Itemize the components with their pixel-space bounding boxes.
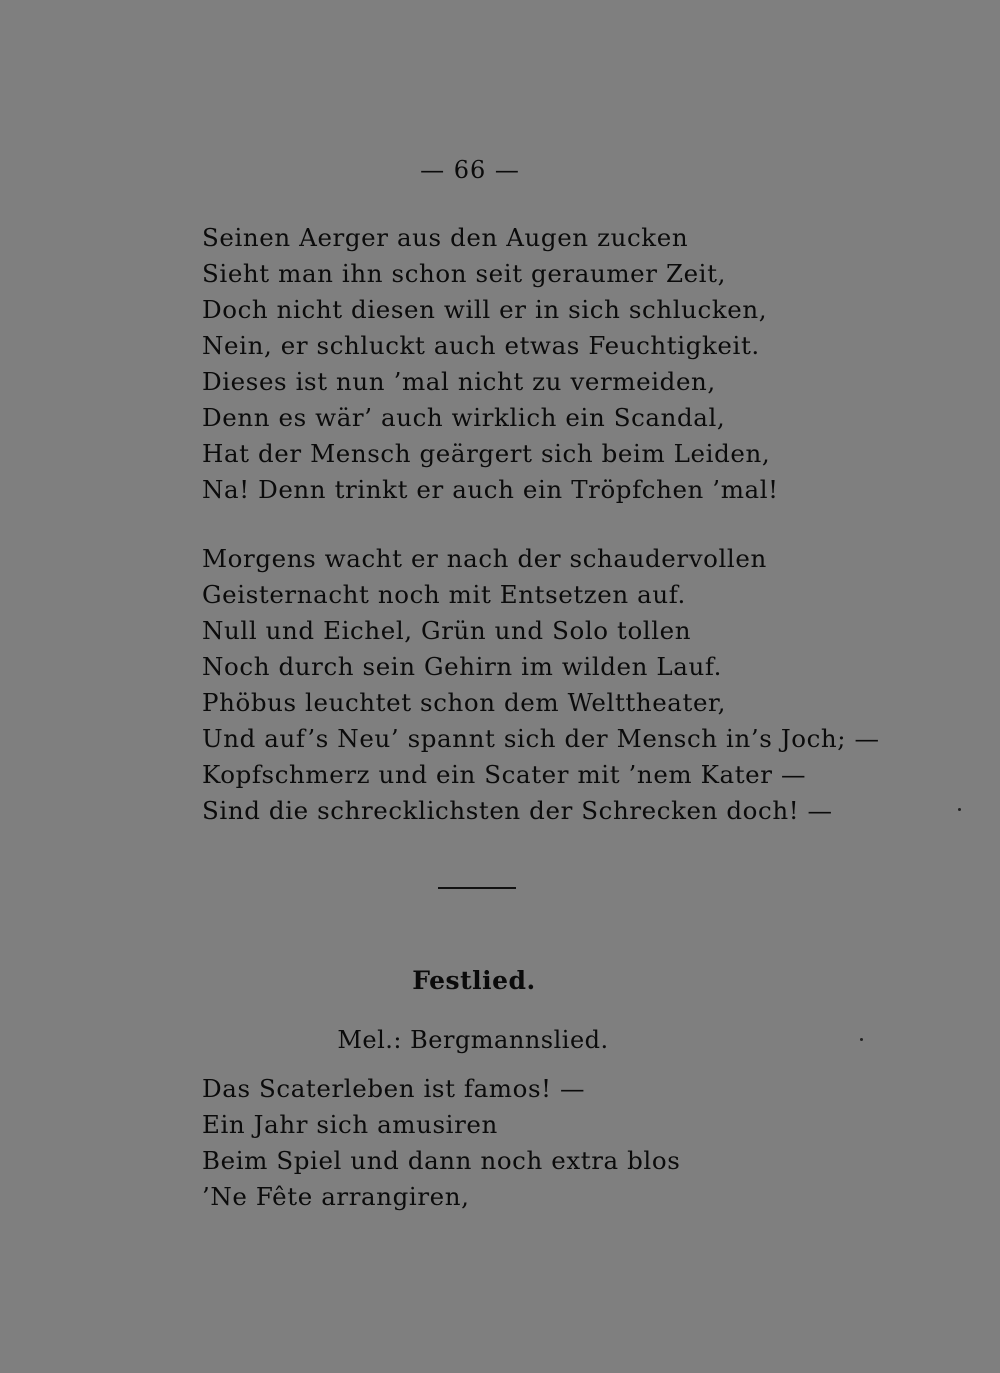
verse-line: Na! Denn trinkt er auch ein Tröpfchen ’mal! <box>202 475 779 504</box>
verse-line: Hat der Mensch geärgert sich beim Leiden, <box>202 439 771 468</box>
verse-line: Beim Spiel und dann noch extra blos <box>202 1146 681 1175</box>
print-speck <box>860 1038 863 1041</box>
verse-line: Geisternacht noch mit Entsetzen auf. <box>202 580 686 609</box>
song-stanza-1 <box>202 1071 902 1215</box>
page-number: — 66 — <box>420 156 520 184</box>
verse-line: Doch nicht diesen will er in sich schlucken, <box>202 295 768 324</box>
verse-line: Das Scaterleben ist famos! — <box>202 1074 586 1103</box>
verse-line: Nein, er schluckt auch etwas Feuchtigkeit. <box>202 331 760 360</box>
verse-line: Und auf’s Neu’ spannt sich der Mensch in’s Joch; — <box>202 724 880 753</box>
poem-stanza-1 <box>202 220 902 508</box>
verse-line: Sind die schrecklichsten der Schrecken doch! — <box>202 796 833 825</box>
song-title: Festlied. <box>412 966 536 995</box>
section-divider <box>438 887 516 889</box>
verse-line: Dieses ist nun ’mal nicht zu vermeiden, <box>202 367 716 396</box>
verse-line: Denn es wär’ auch wirklich ein Scandal, <box>202 403 726 432</box>
verse-line: Noch durch sein Gehirn im wilden Lauf. <box>202 652 723 681</box>
melody-note: Mel.: Bergmannslied. <box>337 1026 609 1054</box>
verse-line: Phöbus leuchtet schon dem Welttheater, <box>202 688 727 717</box>
verse-line: Ein Jahr sich amusiren <box>202 1110 498 1139</box>
verse-line: Morgens wacht er nach der schaudervollen <box>202 544 767 573</box>
poem-stanza-2 <box>202 541 902 829</box>
verse-line: ’Ne Fête arrangiren, <box>202 1182 470 1211</box>
verse-line: Sieht man ihn schon seit geraumer Zeit, <box>202 259 726 288</box>
print-speck <box>958 808 961 811</box>
verse-line: Seinen Aerger aus den Augen zucken <box>202 223 689 252</box>
verse-line: Kopfschmerz und ein Scater mit ’nem Kater — <box>202 760 807 789</box>
verse-line: Null und Eichel, Grün und Solo tollen <box>202 616 692 645</box>
